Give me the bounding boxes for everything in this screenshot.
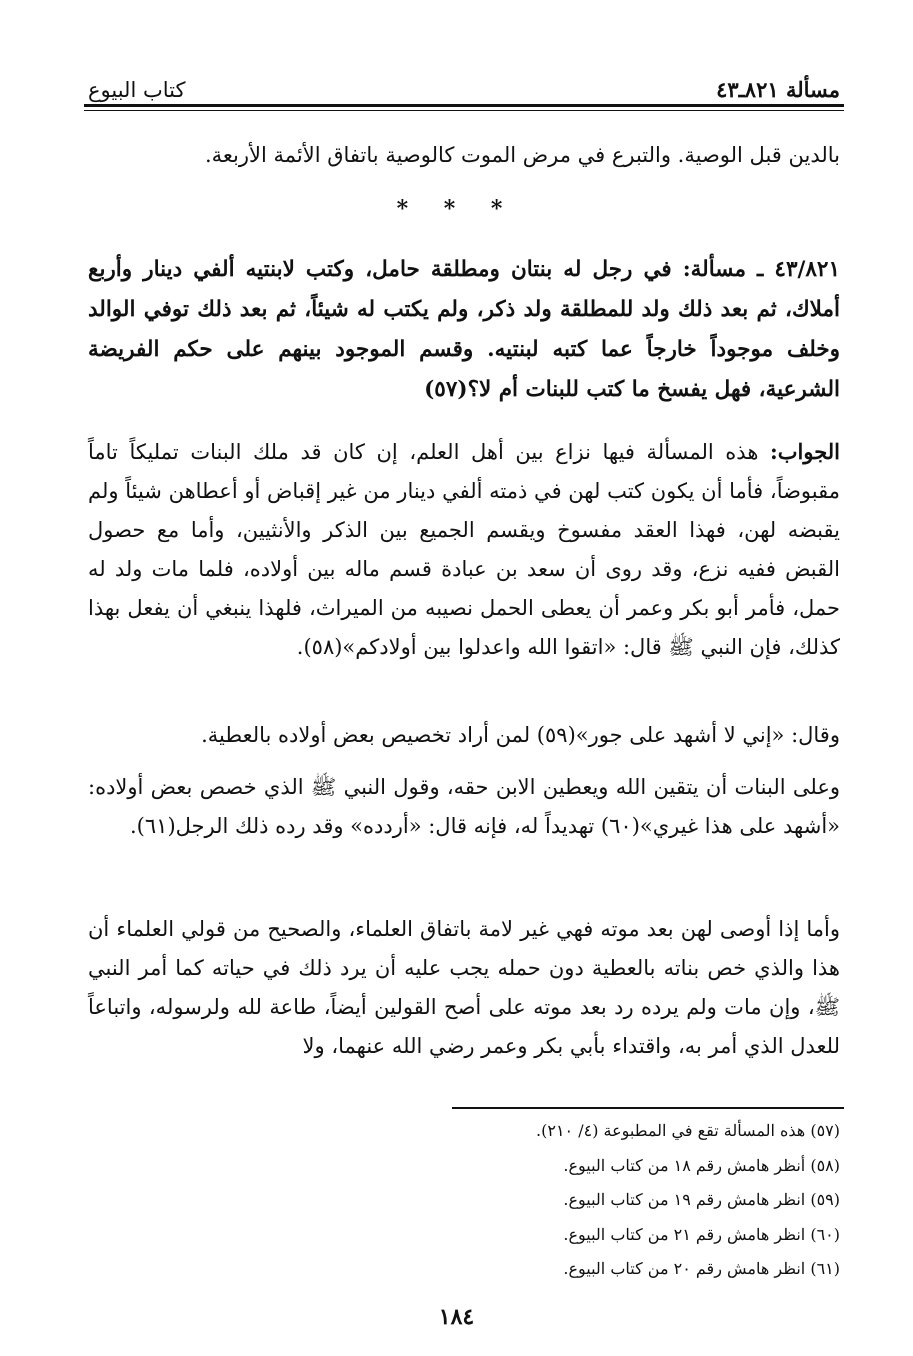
- running-header: [88, 62, 840, 102]
- header-rule-thick: [84, 104, 844, 107]
- answer-paragraph: [88, 432, 840, 667]
- header-rule-thin: [84, 110, 844, 111]
- footnote-58: (٥٨) أنظر هامش رقم ١٨ من كتاب البيوع.: [563, 1155, 840, 1175]
- book-title: كتاب البيوع: [88, 78, 186, 102]
- page-number: ١٨٤: [438, 1304, 475, 1330]
- footnote-60: (٦٠) انظر هامش رقم ٢١ من كتاب البيوع.: [563, 1224, 840, 1244]
- paragraph-daughters: وعلى البنات أن يتقين الله ويعطين الابن حقه، وقول النبي ﷺ الذي خصص بعض أولاده: «أشهد على هذا غيري»(٦٠) تهديداً له، فإنه قال: «أردده» وقد رده ذلك الرجل(٦١).: [88, 775, 840, 838]
- question-paragraph: [88, 250, 840, 410]
- paragraph-jawr: وقال: «إني لا أشهد على جور»(٥٩) لمن أراد تخصيص بعض أولاده بالعطية.: [201, 723, 840, 747]
- footnote-separator: [452, 1107, 844, 1109]
- footnotes-list: [88, 1114, 840, 1287]
- issue-label: مسألة ٨٢١ـ٤٣: [716, 77, 840, 102]
- intro-line: بالدين قبل الوصية. والتبرع في مرض الموت كالوصية باتفاق الأئمة الأربعة.: [204, 143, 840, 167]
- question-text: في رجل له بنتان ومطلقة حامل، وكتب لابنتيه ألفي دينار وأربع أملاك، ثم بعد ذلك ولد للمطلقة ولد ذكر، ولم يكتب له شيئاً، ثم بعد ذلك توفي الوالد وخلف موجوداً خارجاً عما كتبه لبنتيه. وقسم الموجود بينهم على حكم الفريضة الشرعية، فهل يفسخ ما كتب للبنات أم لا؟(٥٧): [88, 257, 840, 402]
- paragraph-bequest: وأما إذا أوصى لهن بعد موته فهي غير لامة باتفاق العلماء، والصحيح من قولي العلماء أن هذا والذي خص بناته بالعطية دون حمله يجب عليه أن يرد ذلك في حياته كما أمر النبي ﷺ، وإن مات ولم يرده رد بعد موته على أصح القولين أيضاً، طاعة لله ولرسوله، واتباعاً للعدل الذي أمر به، واقتداء بأبي بكر وعمر رضي الله عنهما، ولا: [88, 917, 840, 1058]
- footnote-59: (٥٩) انظر هامش رقم ١٩ من كتاب البيوع.: [563, 1190, 840, 1209]
- answer-text: هذه المسألة فيها نزاع بين أهل العلم، إن كان قد ملك البنات تمليكاً تاماً مقبوضاً، فأما أن يكون كتب لهن في ذمته ألفي دينار من غير إقباض أو أعطاهن شيئاً ولم يقبضه لهن، فهذا العقد مفسوخ ويقسم الجميع بين الذكر والأنثيين، وأما مع حصول القبض ففيه نزع، وقد روى أن سعد بن عبادة قسم ماله بين أولاده، فلما مات ولد له حمل، فأمر أبو بكر وعمر أن يعطى الحمل نصيبه من الميراث، فلهذا ينبغي أن يفعل بهذا كذلك، فإن النبي ﷺ قال: «اتقوا الله واعدلوا بين أولادكم»(٥٨).: [88, 440, 840, 659]
- question-number: ٤٣/٨٢١ ـ مسألة:: [682, 257, 840, 282]
- section-separator: * * *: [396, 196, 517, 222]
- footnote-61: (٦١) انظر هامش رقم ٢٠ من كتاب البيوع.: [563, 1259, 840, 1278]
- footnote-57: (٥٧) هذه المسألة تقع في المطبوعة (٤/ ٢١٠).: [536, 1121, 840, 1140]
- answer-lead: الجواب:: [770, 439, 840, 464]
